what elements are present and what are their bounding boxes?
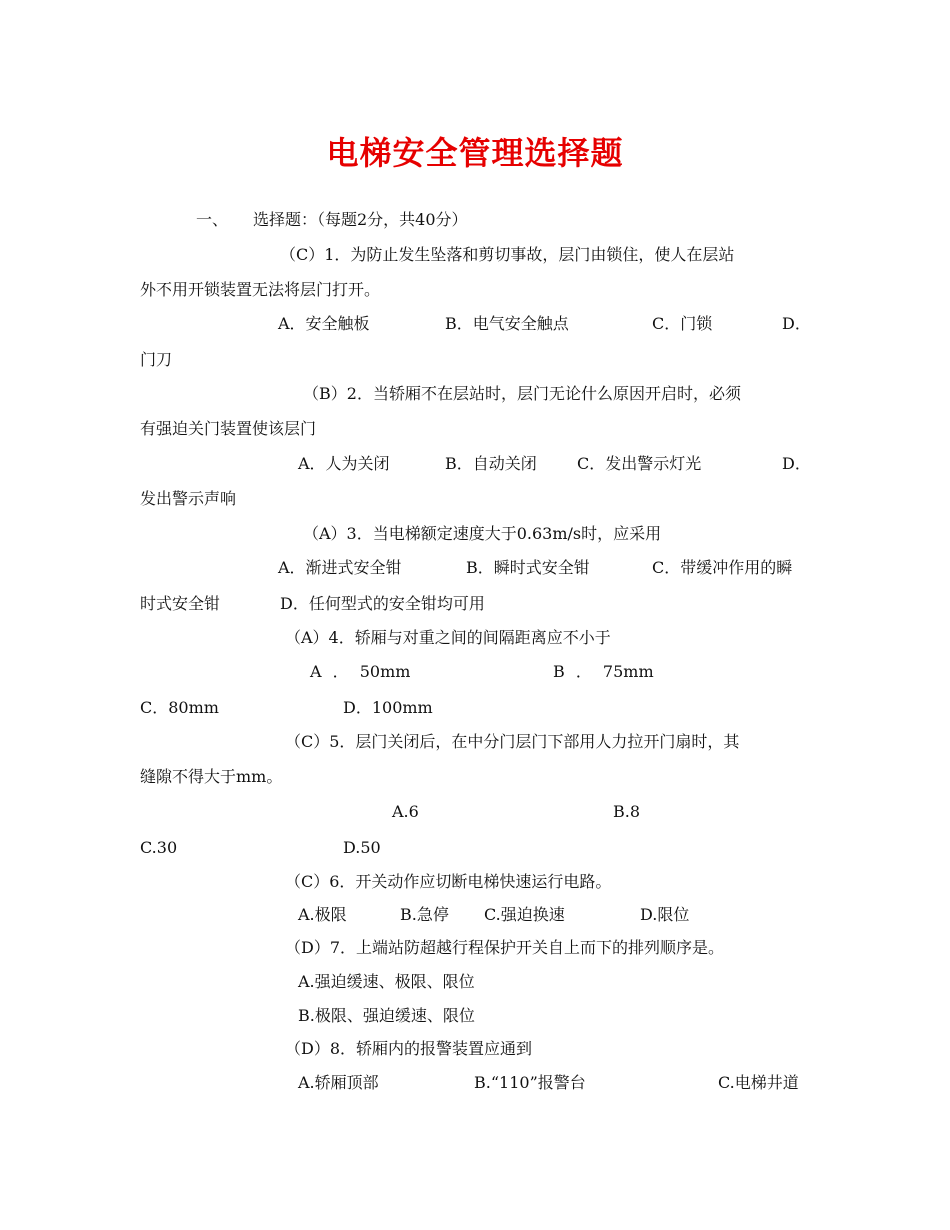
q1-option-d: 门刀 — [140, 350, 173, 369]
question-2-stem-cont: 有强迫关门装置使该层门 — [140, 419, 317, 438]
q4-option-b: B ． 75mm — [553, 662, 654, 681]
q6-option-a: A.极限 — [298, 905, 347, 924]
question-5-stem: （C）5．层门关闭后，在中分门层门下部用人力拉开门扇时，其 — [285, 732, 740, 751]
section-heading: 选择题：（每题2分，共40分） — [253, 210, 468, 229]
q5-option-d: D.50 — [343, 838, 381, 857]
q5-option-c: C.30 — [140, 838, 178, 857]
q8-option-a: A.轿厢顶部 — [298, 1073, 379, 1092]
q2-option-c: C．发出警示灯光 — [577, 454, 702, 473]
document-title: 电梯安全管理选择题 — [326, 134, 624, 172]
q5-option-b: B.8 — [613, 802, 641, 821]
q7-option-a: A.强迫缓速、极限、限位 — [298, 972, 475, 991]
q1-option-b: B．电气安全触点 — [445, 314, 569, 333]
q3-option-c-cont: 时式安全钳 — [140, 594, 221, 613]
q6-option-d: D.限位 — [640, 905, 690, 924]
q1-option-a: A．安全触板 — [278, 314, 370, 333]
q2-option-d-prefix: D． — [782, 454, 811, 473]
q2-option-b: B．自动关闭 — [445, 454, 537, 473]
question-6-stem: （C）6．开关动作应切断电梯快速运行电路。 — [285, 872, 612, 891]
question-4-stem: （A）4．轿厢与对重之间的间隔距离应不小于 — [285, 628, 611, 647]
q6-option-b: B.急停 — [400, 905, 449, 924]
q3-option-a: A．渐进式安全钳 — [278, 558, 402, 577]
q4-option-c: C．80mm — [140, 698, 219, 717]
question-7-stem: （D）7．上端站防超越行程保护开关自上而下的排列顺序是。 — [285, 938, 725, 957]
section-number: 一、 — [196, 210, 229, 229]
q1-option-c: C．门锁 — [652, 314, 713, 333]
question-1-stem-text: （C）1．为防止发生坠落和剪切事故，层门由锁住，使人在层站 — [280, 245, 735, 264]
q7-option-b: B.极限、强迫缓速、限位 — [298, 1006, 475, 1025]
q3-option-c: C．带缓冲作用的瞬 — [652, 558, 793, 577]
q1-option-d-prefix: D． — [782, 314, 811, 333]
q2-option-d: 发出警示声响 — [140, 489, 237, 508]
q3-option-b: B．瞬时式安全钳 — [466, 558, 590, 577]
question-3-stem: （A）3．当电梯额定速度大于0.63m/s时，应采用 — [303, 524, 662, 543]
q2-option-a: A．人为关闭 — [298, 454, 390, 473]
q3-option-d: D．任何型式的安全钳均可用 — [280, 594, 485, 613]
question-1-stem-cont: 外不用开锁装置无法将层门打开。 — [140, 280, 381, 299]
q4-option-a: A ． 50mm — [310, 662, 411, 681]
q6-option-c: C.强迫换速 — [484, 905, 565, 924]
question-2-stem: （B）2．当轿厢不在层站时，层门无论什么原因开启时，必须 — [303, 384, 741, 403]
question-5-stem-cont: 缝隙不得大于mm。 — [140, 767, 283, 786]
q8-option-c: C.电梯井道 — [718, 1073, 799, 1092]
q5-option-a: A.6 — [392, 802, 419, 821]
q8-option-b: B.“110”报警台 — [474, 1073, 586, 1092]
question-1-stem — [280, 245, 810, 265]
q4-option-d: D．100mm — [343, 698, 433, 717]
question-8-stem: （D）8．轿厢内的报警装置应通到 — [285, 1039, 533, 1058]
